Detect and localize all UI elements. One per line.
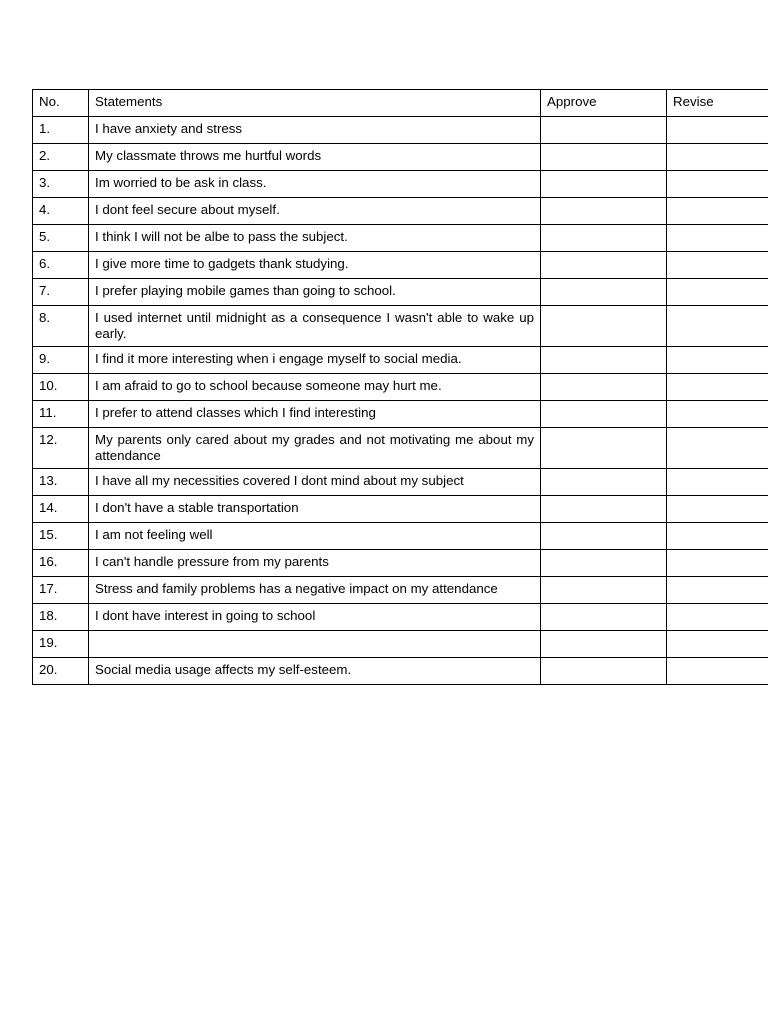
revise-cell[interactable] <box>667 171 768 198</box>
statement-cell: I think I will not be albe to pass the subject. <box>89 225 541 252</box>
row-number: 19. <box>33 631 89 658</box>
revise-cell[interactable] <box>667 577 768 604</box>
table-row <box>33 306 768 347</box>
row-number: 20. <box>33 658 89 685</box>
statement-cell: I don't have a stable transportation <box>89 496 541 523</box>
statement-cell: I have anxiety and stress <box>89 117 541 144</box>
row-number: 4. <box>33 198 89 225</box>
table-row <box>33 117 768 144</box>
approve-cell[interactable] <box>541 496 667 523</box>
table-row <box>33 577 768 604</box>
row-number: 8. <box>33 306 89 347</box>
table-row <box>33 144 768 171</box>
table-row <box>33 374 768 401</box>
revise-cell[interactable] <box>667 658 768 685</box>
header-statements: Statements <box>89 90 541 117</box>
revise-cell[interactable] <box>667 496 768 523</box>
approve-cell[interactable] <box>541 198 667 225</box>
approve-cell[interactable] <box>541 401 667 428</box>
approve-cell[interactable] <box>541 279 667 306</box>
revise-cell[interactable] <box>667 252 768 279</box>
table-row <box>33 550 768 577</box>
row-number: 16. <box>33 550 89 577</box>
table-row <box>33 631 768 658</box>
approve-cell[interactable] <box>541 144 667 171</box>
table-row <box>33 171 768 198</box>
approve-cell[interactable] <box>541 550 667 577</box>
revise-cell[interactable] <box>667 401 768 428</box>
row-number: 7. <box>33 279 89 306</box>
revise-cell[interactable] <box>667 604 768 631</box>
statement-cell: I prefer to attend classes which I find interesting <box>89 401 541 428</box>
table-row <box>33 347 768 374</box>
row-number: 6. <box>33 252 89 279</box>
header-revise: Revise <box>667 90 768 117</box>
row-number: 15. <box>33 523 89 550</box>
statement-cell: I dont have interest in going to school <box>89 604 541 631</box>
revise-cell[interactable] <box>667 144 768 171</box>
statement-cell: I dont feel secure about myself. <box>89 198 541 225</box>
table-header-row <box>33 90 768 117</box>
approve-cell[interactable] <box>541 631 667 658</box>
revise-cell[interactable] <box>667 117 768 144</box>
table-row <box>33 428 768 469</box>
approve-cell[interactable] <box>541 252 667 279</box>
row-number: 11. <box>33 401 89 428</box>
table-row <box>33 225 768 252</box>
approve-cell[interactable] <box>541 658 667 685</box>
approve-cell[interactable] <box>541 523 667 550</box>
approve-cell[interactable] <box>541 428 667 469</box>
row-number: 1. <box>33 117 89 144</box>
statement-cell: I find it more interesting when i engage myself to social media. <box>89 347 541 374</box>
table-row <box>33 279 768 306</box>
table-row <box>33 198 768 225</box>
approve-cell[interactable] <box>541 171 667 198</box>
row-number: 18. <box>33 604 89 631</box>
table-row <box>33 252 768 279</box>
statement-cell: I am not feeling well <box>89 523 541 550</box>
survey-table <box>32 89 768 685</box>
revise-cell[interactable] <box>667 374 768 401</box>
approve-cell[interactable] <box>541 225 667 252</box>
revise-cell[interactable] <box>667 198 768 225</box>
revise-cell[interactable] <box>667 523 768 550</box>
approve-cell[interactable] <box>541 374 667 401</box>
row-number: 12. <box>33 428 89 469</box>
table-body <box>33 117 768 685</box>
statement-cell: Im worried to be ask in class. <box>89 171 541 198</box>
statement-cell: Social media usage affects my self-esteem. <box>89 658 541 685</box>
approve-cell[interactable] <box>541 469 667 496</box>
table-row <box>33 469 768 496</box>
approve-cell[interactable] <box>541 577 667 604</box>
statement-cell <box>89 631 541 658</box>
row-number: 9. <box>33 347 89 374</box>
row-number: 13. <box>33 469 89 496</box>
statement-cell: Stress and family problems has a negative impact on my attendance <box>89 577 541 604</box>
row-number: 5. <box>33 225 89 252</box>
revise-cell[interactable] <box>667 347 768 374</box>
approve-cell[interactable] <box>541 604 667 631</box>
row-number: 2. <box>33 144 89 171</box>
revise-cell[interactable] <box>667 550 768 577</box>
table-row <box>33 658 768 685</box>
table-row <box>33 401 768 428</box>
header-no: No. <box>33 90 89 117</box>
statement-cell: I give more time to gadgets thank studying. <box>89 252 541 279</box>
table-row <box>33 496 768 523</box>
row-number: 14. <box>33 496 89 523</box>
revise-cell[interactable] <box>667 469 768 496</box>
approve-cell[interactable] <box>541 306 667 347</box>
row-number: 10. <box>33 374 89 401</box>
revise-cell[interactable] <box>667 225 768 252</box>
statement-cell: I used internet until midnight as a consequence I wasn't able to wake up early. <box>89 306 541 347</box>
table-row <box>33 523 768 550</box>
statement-cell: My classmate throws me hurtful words <box>89 144 541 171</box>
header-approve: Approve <box>541 90 667 117</box>
statement-cell: I have all my necessities covered I dont mind about my subject <box>89 469 541 496</box>
row-number: 17. <box>33 577 89 604</box>
revise-cell[interactable] <box>667 306 768 347</box>
table-row <box>33 604 768 631</box>
approve-cell[interactable] <box>541 347 667 374</box>
revise-cell[interactable] <box>667 631 768 658</box>
approve-cell[interactable] <box>541 117 667 144</box>
statement-cell: I am afraid to go to school because someone may hurt me. <box>89 374 541 401</box>
revise-cell[interactable] <box>667 428 768 469</box>
statement-cell: I can't handle pressure from my parents <box>89 550 541 577</box>
revise-cell[interactable] <box>667 279 768 306</box>
row-number: 3. <box>33 171 89 198</box>
statement-cell: I prefer playing mobile games than going to school. <box>89 279 541 306</box>
statement-cell: My parents only cared about my grades and not motivating me about my attendance <box>89 428 541 469</box>
